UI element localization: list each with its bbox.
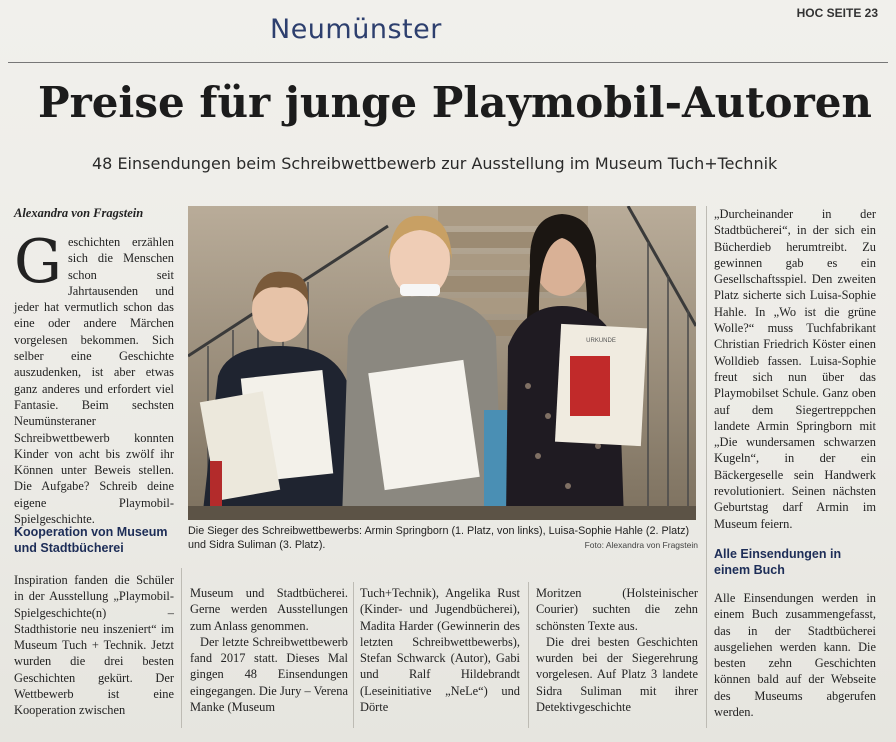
- page-number: HOC SEITE 23: [796, 6, 878, 20]
- column-4: [536, 585, 698, 715]
- photo-caption: [188, 524, 698, 552]
- headline: Preise für junge Playmobil-Autoren: [38, 78, 872, 127]
- column-2-text-a: Museum und Stadtbücherei. Gerne werden Ausstellungen zum Anlass genommen.: [190, 586, 348, 633]
- column-4-text-a: Moritzen (Holsteinischer Courier) suchten die zehn schönsten Texte aus.: [536, 586, 698, 633]
- column-2-text-b: Der letzte Schreibwettbewerb fand 2017 statt. Dieses Mal gingen 48 Einsendungen eingegangen. Die Jury – Verena Manke (Museum: [190, 634, 348, 715]
- photo-illustration: [188, 206, 696, 520]
- column-rule: [353, 582, 354, 728]
- caption-text: Die Sieger des Schreibwettbewerbs: Armin Springborn (1. Platz, von links), Luisa-Sophie Hahle (2. Platz) und Sidra Suliman (3. Platz).: [188, 525, 690, 551]
- column-2: [190, 585, 348, 715]
- header-rule: [8, 62, 888, 63]
- column-rule: [528, 582, 529, 728]
- intro-text: eschichten erzählen sich die Menschen schon seit Jahrtausenden und jeder hat vermutlich schon das eine oder andere Märchen vorgelesen bekommen. Sich selber eine Geschichte auszudenken, ist aber etwas ganz anderes und erfordert viel Fantasie. Beim sechsten Neumünsteraner Schreibwettbewerb konnten Kinder von acht bis zwölf ihr Können unter Beweis stellen. Die Aufgabe? Schreib deine eigene Playmobil-Spielgeschichte.: [14, 235, 174, 527]
- column-rule: [181, 568, 182, 728]
- subhead-einsendungen: Alle Einsendungen in einem Buch: [714, 547, 842, 577]
- photo-credit: Foto: Alexandra von Fragstein: [584, 540, 698, 550]
- right-column-text-2: Alle Einsendungen werden in einem Buch zusammengefasst, das in der Stadtbücherei ausgeliehen werden kann. Die besten zehn Geschichten können bald auf der Webseite des Museums abgerufen werden.: [714, 591, 876, 720]
- column-3-text: Tuch+Technik), Angelika Rust (Kinder- und Jugendbücherei), Madita Harder (Gewinnerin des letzten Schreibwettbewerbs), Stefan Schwarck (Autor), Gabi und Ralf Hildebrandt (Leseinitiative „NeLe“) und Dörte: [360, 586, 520, 715]
- certificate-label: URKUNDE: [586, 338, 616, 344]
- right-column-text: „Durcheinander in der Stadtbücherei“, in der sich ein Bücherdieb herumtreibt. Zu gewinnen gab es ein Gesellschaftsspiel. Den zweiten Platz sicherte sich Luisa-Sophie Hahle. In „Wo ist die grüne Wolle?“ muss Tuchfabrikant Christian Friedrich Köster einen Wolldieb fassen. Luisa-Sophie freut sich nun über das Playmobilset Schule. Ganz oben auf dem Siegertreppchen landete Armin Springborn mit „Die wundersamen schwarzen Kugeln“, in der ein Bäckergeselle sein Handwerk revolutioniert. Seinen nächsten Geburtstag darf Armin im Museum feiern.: [714, 207, 876, 531]
- section-title: Neumünster: [270, 14, 442, 45]
- subheadline: 48 Einsendungen beim Schreibwettbewerb zur Ausstellung im Museum Tuch+Technik: [92, 154, 778, 173]
- article-intro: [14, 227, 174, 527]
- subhead-kooperation: Kooperation von Museum und Stadtbücherei: [14, 525, 168, 555]
- column-rule: [706, 206, 707, 728]
- byline: Alexandra von Fragstein: [14, 206, 144, 220]
- drop-cap: G: [14, 227, 62, 297]
- winners-photo: [188, 206, 696, 520]
- column-1-text: Inspiration fanden die Schüler in der Ausstellung „Playmobil-Spielgeschichte(n) – Stadthistorie neu inszeniert“ im Museum Tuch + Technik. Jetzt wurden die drei besten Geschichten gekürt. Der Wettbewerb ist eine Kooperation zwischen: [14, 573, 174, 718]
- column-4-text-b: Die drei besten Geschichten wurden bei der Siegerehrung vorgelesen. Auf Platz 3 landete Sidra Suliman mit ihrer Detektivgeschichte: [536, 634, 698, 715]
